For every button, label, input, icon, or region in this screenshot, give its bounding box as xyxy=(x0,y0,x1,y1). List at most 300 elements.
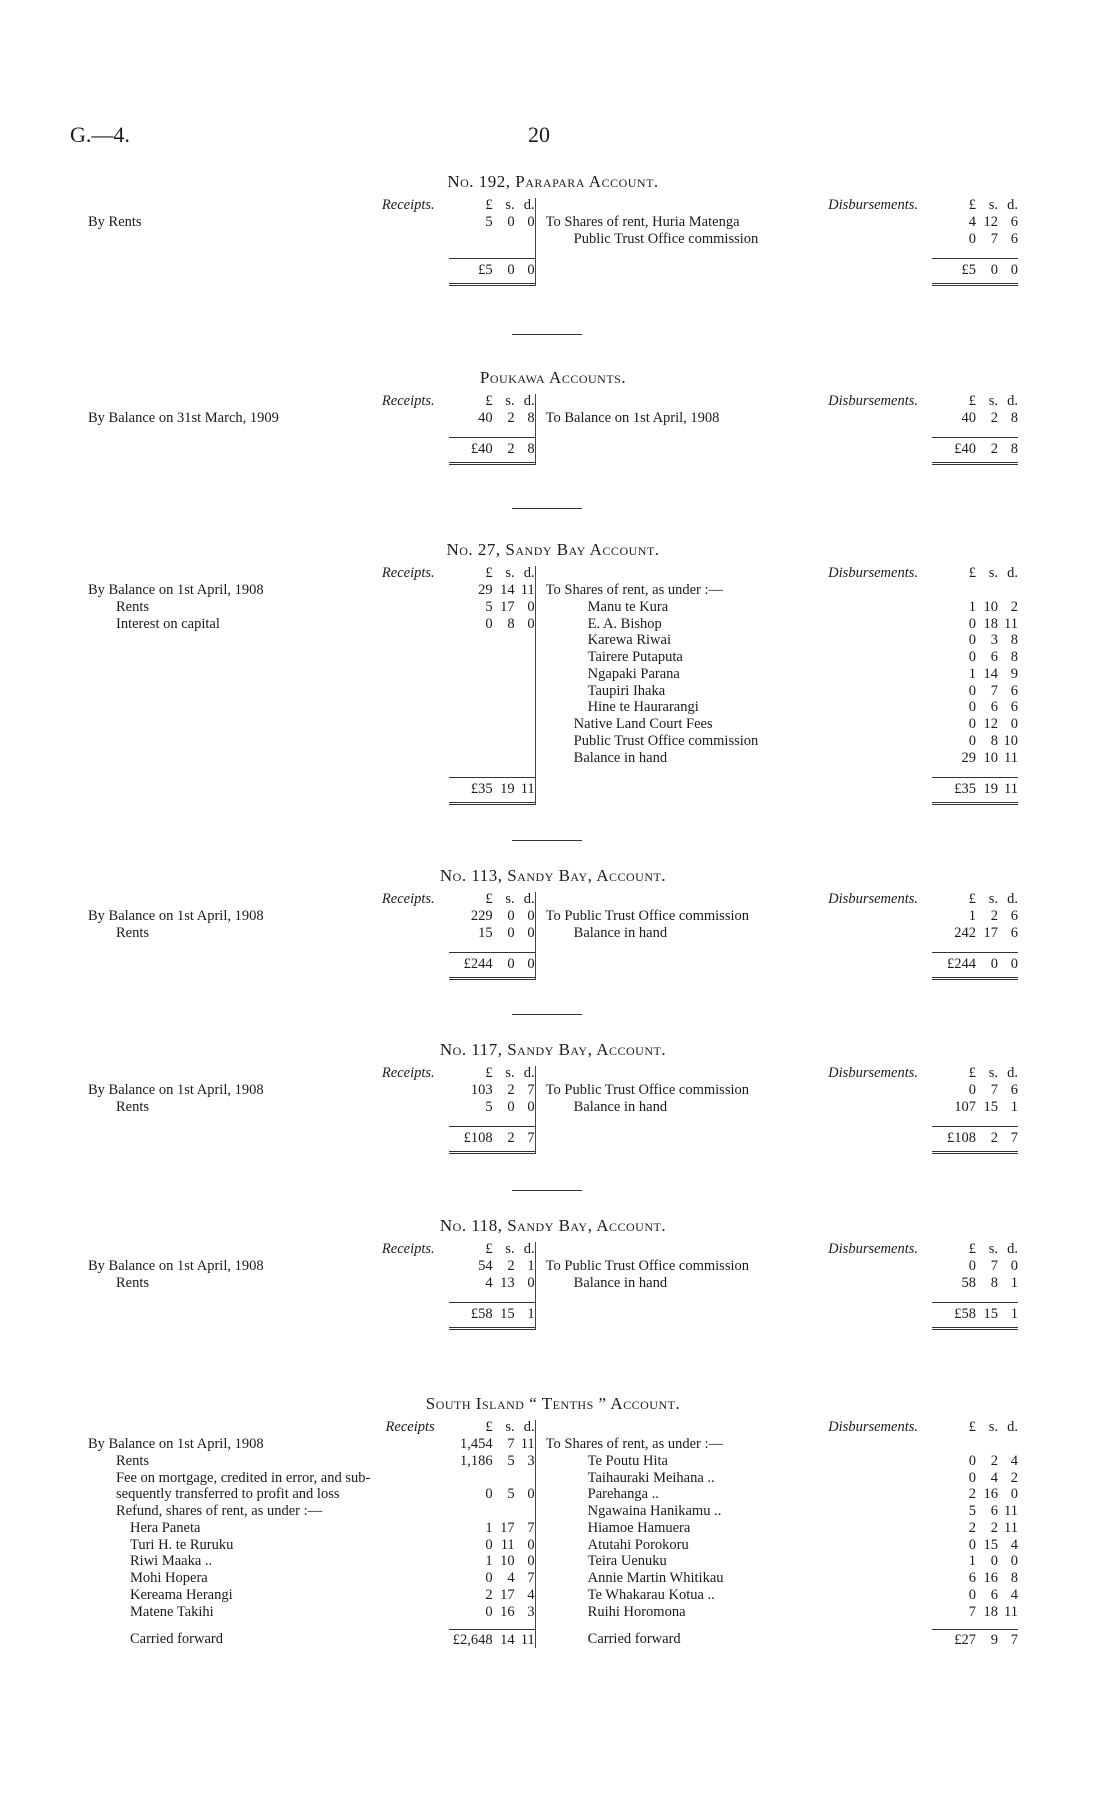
disbursements-total-row xyxy=(546,952,1018,980)
receipts-item-amount-d: 4 xyxy=(527,1587,535,1604)
disbursements-total-row xyxy=(546,1302,1018,1330)
disbursements-item-amount xyxy=(932,1537,1018,1554)
disbursements-item-amount xyxy=(932,214,1018,231)
disbursements-item-text: Balance in hand xyxy=(573,924,668,941)
receipts-item-amount-s: 4 xyxy=(507,1570,515,1587)
currency-l: £ xyxy=(485,891,493,907)
disbursements-row xyxy=(546,925,1018,942)
currency-s: s. xyxy=(505,891,515,907)
receipts-item-amount-s: 7 xyxy=(507,1435,515,1452)
disbursements-row xyxy=(546,1470,1018,1487)
disbursements-row xyxy=(546,1453,1018,1470)
account-number: No. 117, xyxy=(439,1040,503,1059)
disbursements-total-amount-d: 0 xyxy=(1010,955,1018,972)
currency-s: s. xyxy=(988,1241,998,1257)
receipts-item-text: Matene Takihi xyxy=(130,1603,214,1620)
currency-d: d. xyxy=(523,565,535,581)
receipts-item-amount-d: 0 xyxy=(527,1536,535,1553)
receipts-row xyxy=(88,1453,535,1470)
disbursements-item-amount-d: 1 xyxy=(1010,1098,1018,1115)
receipts-item-amount-s: 10 xyxy=(500,1553,515,1570)
disbursements-item-text: Karewa Riwai xyxy=(587,632,671,649)
receipts-total-amount-d: 0 xyxy=(527,955,535,972)
receipts-row xyxy=(88,1587,535,1604)
receipts-total xyxy=(88,767,535,805)
currency-header xyxy=(449,1241,535,1258)
disbursements-item-amount xyxy=(932,1570,1018,1587)
account-columns xyxy=(88,1242,1018,1292)
receipts-item-amount-s: 17 xyxy=(500,1519,515,1536)
disbursements-row xyxy=(546,599,1018,616)
currency-s: s. xyxy=(988,393,998,409)
disbursements-item-amount-d: 2 xyxy=(1010,1469,1018,1486)
carried-forward-amount xyxy=(449,1629,535,1649)
disbursements-column xyxy=(535,198,1018,248)
currency-header xyxy=(932,891,1018,908)
receipts-total-amount-d: 11 xyxy=(520,780,535,797)
disbursements-item-amount-d: 6 xyxy=(1010,682,1018,699)
receipts-header xyxy=(88,1242,535,1258)
receipts-item-amount xyxy=(449,214,535,231)
account-name: Sandy Bay Account. xyxy=(505,540,660,559)
account-columns xyxy=(88,1066,1018,1116)
receipts-item-amount-l: 229 xyxy=(470,907,493,924)
receipts-item-amount xyxy=(449,925,535,942)
disbursements-column xyxy=(535,1242,1018,1292)
disbursements-column xyxy=(535,1420,1018,1621)
receipts-item-amount xyxy=(449,1099,535,1116)
receipts-item-amount-l: 2 xyxy=(485,1587,493,1604)
account-totals xyxy=(88,942,1018,980)
carried-forward-label: Carried forward xyxy=(587,1630,681,1647)
receipts-total-row xyxy=(88,1126,535,1154)
account-section xyxy=(88,1040,1018,1154)
disbursements-item-text: Tairere Putaputa xyxy=(587,649,683,666)
receipts-total-amount-s: 19 xyxy=(500,780,515,797)
disbursements-item-amount-s: 16 xyxy=(983,1486,998,1503)
receipts-total-amount-l: £58 xyxy=(470,1305,493,1322)
disbursements-total xyxy=(535,427,1018,465)
disbursements-row xyxy=(546,616,1018,633)
disbursements-item-amount-l: 0 xyxy=(968,1081,976,1098)
receipts-item-text: By Balance on 31st March, 1909 xyxy=(88,409,279,426)
receipts-item-amount xyxy=(449,1553,535,1570)
receipts-item-text: Rents xyxy=(116,598,150,615)
disbursements-item-amount-s: 2 xyxy=(990,907,998,924)
disbursements-item-text: Atutahi Porokoru xyxy=(587,1536,689,1553)
receipts-column xyxy=(88,566,535,767)
receipts-item-amount-l: 0 xyxy=(485,1570,493,1587)
disbursements-total-amount-s: 2 xyxy=(990,440,998,457)
disbursements-total-amount-l: £108 xyxy=(947,1129,976,1146)
receipts-row xyxy=(88,582,535,599)
disbursements-item-amount-s: 2 xyxy=(990,1452,998,1469)
disbursements-header xyxy=(546,566,1018,582)
disbursements-item-text: Balance in hand xyxy=(573,1098,668,1115)
disbursements-item-amount-d: 11 xyxy=(1004,749,1018,766)
disbursements-item-amount-s: 0 xyxy=(990,1553,998,1570)
disbursements-item-amount-l: 0 xyxy=(968,615,976,632)
disbursements-item-amount-l: 0 xyxy=(968,682,976,699)
disbursements-item-amount xyxy=(932,1604,1018,1621)
disbursements-row xyxy=(546,1554,1018,1571)
disbursements-row xyxy=(546,410,1018,427)
disbursements-item-amount-l: 0 xyxy=(968,716,976,733)
account-name: Sandy Bay, Account. xyxy=(507,866,667,885)
receipts-item-amount-l: 4 xyxy=(485,1274,493,1291)
disbursements-item-amount-l: 0 xyxy=(968,699,976,716)
carried-forward-amount-d: 11 xyxy=(520,1632,535,1649)
receipts-item-text: Refund, shares of rent, as under :— xyxy=(116,1503,323,1520)
receipts-label: Receipts. xyxy=(381,891,435,907)
carried-forward-amount xyxy=(932,1629,1018,1649)
receipts-item-text: sequently transferred to profit and loss xyxy=(116,1486,340,1503)
receipts-total-amount-l: £35 xyxy=(470,780,493,797)
disbursements-item-amount-d: 4 xyxy=(1010,1587,1018,1604)
currency-s: s. xyxy=(988,891,998,907)
disbursements-item-text: Ngawaina Hanikamu .. xyxy=(587,1503,722,1520)
receipts-item-text: Interest on capital xyxy=(116,615,220,632)
carried-forward-label: Carried forward xyxy=(130,1630,223,1647)
disbursements-total-amount-l: £5 xyxy=(961,261,976,278)
disbursements-item-amount-d: 4 xyxy=(1010,1536,1018,1553)
disbursements-item-text: Te Poutu Hita xyxy=(587,1452,668,1469)
disbursements-total-amount xyxy=(932,437,1018,465)
account-totals xyxy=(88,1621,1018,1648)
disbursements-column xyxy=(535,394,1018,427)
disbursements-item-amount-s: 12 xyxy=(983,716,998,733)
receipts-item-amount xyxy=(449,1275,535,1292)
account-section xyxy=(88,1394,1018,1648)
receipts-item-amount xyxy=(449,1520,535,1537)
receipts-item-amount-l: 5 xyxy=(485,598,493,615)
disbursements-item-amount xyxy=(932,750,1018,767)
receipts-row xyxy=(88,925,535,942)
disbursements-item-amount-d: 2 xyxy=(1010,598,1018,615)
disbursements-item-amount-l: 1 xyxy=(968,598,976,615)
receipts-item-amount xyxy=(449,1258,535,1275)
disbursements-item-amount-s: 15 xyxy=(983,1536,998,1553)
account-totals xyxy=(88,1292,1018,1330)
carried-forward-amount-s: 9 xyxy=(990,1632,998,1649)
currency-l: £ xyxy=(968,891,976,907)
receipts-item-amount-l: 54 xyxy=(478,1257,493,1274)
currency-l: £ xyxy=(485,565,493,581)
disbursements-item-amount xyxy=(932,1553,1018,1570)
receipts-total-amount-d: 8 xyxy=(527,440,535,457)
currency-d: d. xyxy=(1007,565,1018,581)
receipts-header xyxy=(88,1066,535,1082)
currency-s: s. xyxy=(505,565,515,581)
currency-d: d. xyxy=(523,197,535,213)
disbursements-item-amount-s: 7 xyxy=(990,682,998,699)
disbursements-total-amount-s: 2 xyxy=(990,1129,998,1146)
disbursements-total-amount xyxy=(932,258,1018,286)
receipts-total-amount-d: 0 xyxy=(527,261,535,278)
disbursements-row xyxy=(546,750,1018,767)
disbursements-total-amount xyxy=(932,1126,1018,1154)
disbursements-item-amount-d: 6 xyxy=(1010,230,1018,247)
disbursements-total xyxy=(535,767,1018,805)
account-title xyxy=(88,172,1018,192)
disbursements-row xyxy=(546,666,1018,683)
currency-header xyxy=(449,393,535,410)
receipts-item-text: By Balance on 1st April, 1908 xyxy=(88,1257,264,1274)
disbursements-row xyxy=(546,1258,1018,1275)
account-totals xyxy=(88,248,1018,286)
receipts-total-row xyxy=(88,1302,535,1330)
disbursements-row xyxy=(546,1570,1018,1587)
disbursements-row xyxy=(546,908,1018,925)
disbursements-row xyxy=(546,649,1018,666)
currency-d: d. xyxy=(523,393,535,409)
receipts-item-amount-d: 7 xyxy=(527,1519,535,1536)
receipts-item-amount-s: 8 xyxy=(507,615,515,632)
receipts-item-amount-l: 5 xyxy=(485,1098,493,1115)
receipts-total-amount-l: £5 xyxy=(478,261,493,278)
disbursements-item-amount xyxy=(932,683,1018,700)
currency-d: d. xyxy=(523,1241,535,1257)
disbursements-total-amount xyxy=(932,777,1018,805)
disbursements-item-amount-d: 8 xyxy=(1010,632,1018,649)
disbursements-header xyxy=(546,1242,1018,1258)
disbursements-row xyxy=(546,1537,1018,1554)
account-name: Sandy Bay, Account. xyxy=(507,1040,667,1059)
receipts-item-amount-d: 11 xyxy=(520,1435,535,1452)
disbursements-total-row xyxy=(546,258,1018,286)
disbursements-item-amount xyxy=(932,1453,1018,1470)
receipts-column xyxy=(88,1420,535,1621)
receipts-item-amount xyxy=(449,1486,535,1503)
disbursements-item-amount-d: 4 xyxy=(1010,1452,1018,1469)
disbursements-total xyxy=(535,1292,1018,1330)
receipts-item-amount-s: 17 xyxy=(500,598,515,615)
disbursements-item-amount-d: 11 xyxy=(1004,1519,1018,1536)
receipts-total-amount-s: 15 xyxy=(500,1305,515,1322)
currency-l: £ xyxy=(968,197,976,213)
disbursements-item-text: To Public Trust Office commission xyxy=(545,907,749,924)
disbursements-header xyxy=(546,1420,1018,1436)
disbursements-row xyxy=(546,1486,1018,1503)
receipts-total-amount-s: 0 xyxy=(507,955,515,972)
disbursements-item-amount xyxy=(932,1099,1018,1116)
disbursements-item-amount-s: 14 xyxy=(983,665,998,682)
disbursements-item-amount xyxy=(932,666,1018,683)
account-number: No. 118, xyxy=(439,1216,503,1235)
disbursements-total-amount-l: £244 xyxy=(947,955,976,972)
disbursements-item-text: Hiamoe Hamuera xyxy=(587,1519,691,1536)
account-section xyxy=(88,866,1018,980)
disbursements-total xyxy=(535,248,1018,286)
receipts-total xyxy=(88,1116,535,1154)
disbursements-item-amount-s: 6 xyxy=(990,1587,998,1604)
disbursements-item-amount-s: 12 xyxy=(983,213,998,230)
disbursements-row xyxy=(546,700,1018,717)
account-title xyxy=(88,1394,1018,1414)
receipts-item-text: Hera Paneta xyxy=(130,1519,201,1536)
receipts-item-amount xyxy=(449,1604,535,1621)
receipts-label: Receipts. xyxy=(381,197,435,213)
disbursements-item-amount-d: 11 xyxy=(1004,615,1018,632)
disbursements-item-amount xyxy=(932,1520,1018,1537)
receipts-total-amount xyxy=(449,952,535,980)
receipts-header xyxy=(88,198,535,214)
disbursements-item-text: Hine te Haurarangi xyxy=(587,699,699,716)
carried-forward-amount-l: £27 xyxy=(954,1632,976,1649)
receipts-column xyxy=(88,892,535,942)
disbursements-item-amount xyxy=(932,649,1018,666)
receipts-item-amount-l: 29 xyxy=(478,581,493,598)
receipts-item-amount-d: 0 xyxy=(527,213,535,230)
disbursements-label: Disbursements. xyxy=(828,1419,918,1435)
carried-forward-amount-l: £2,648 xyxy=(452,1632,493,1649)
receipts-item-amount-d: 8 xyxy=(527,409,535,426)
receipts-item-amount-d: 0 xyxy=(527,907,535,924)
disbursements-item-amount xyxy=(932,716,1018,733)
receipts-item-amount-l: 0 xyxy=(485,615,493,632)
disbursements-item-amount-d: 6 xyxy=(1010,699,1018,716)
receipts-item-amount-l: 15 xyxy=(478,924,493,941)
disbursements-label: Disbursements. xyxy=(828,891,918,907)
disbursements-item-amount-d: 0 xyxy=(1010,716,1018,733)
disbursements-item-amount xyxy=(932,1082,1018,1099)
receipts-item-text: Fee on mortgage, credited in error, and sub- xyxy=(116,1469,371,1486)
currency-s: s. xyxy=(505,1419,515,1435)
disbursements-row xyxy=(546,214,1018,231)
currency-header xyxy=(932,197,1018,214)
disbursements-item-amount-s: 7 xyxy=(990,1257,998,1274)
carried-forward-amount-s: 14 xyxy=(500,1632,515,1649)
account-columns xyxy=(88,566,1018,767)
receipts-item-amount-d: 0 xyxy=(527,924,535,941)
disbursements-total-row xyxy=(546,777,1018,805)
receipts-header xyxy=(88,1420,535,1436)
receipts-total-row xyxy=(88,258,535,286)
receipts-item-amount-s: 17 xyxy=(500,1587,515,1604)
account-section xyxy=(88,172,1018,286)
receipts-item-amount xyxy=(449,599,535,616)
disbursements-total-amount-s: 19 xyxy=(983,780,998,797)
currency-s: s. xyxy=(988,1065,998,1081)
currency-l: £ xyxy=(485,393,493,409)
receipts-item-amount xyxy=(449,908,535,925)
disbursements-item-amount-s: 6 xyxy=(990,1503,998,1520)
currency-d: d. xyxy=(1007,1241,1018,1257)
disbursements-header xyxy=(546,198,1018,214)
receipts-item-amount-l: 0 xyxy=(485,1603,493,1620)
disbursements-item-amount-l: 0 xyxy=(968,649,976,666)
account-section xyxy=(88,1216,1018,1330)
account-totals xyxy=(88,767,1018,805)
disbursements-item-amount-l: 1 xyxy=(968,907,976,924)
disbursements-row xyxy=(546,1436,1018,1453)
receipts-row xyxy=(88,1082,535,1099)
receipts-item-amount-l: 40 xyxy=(478,409,493,426)
disbursements-item-amount-s: 10 xyxy=(983,598,998,615)
account-number: No. 27, xyxy=(446,540,501,559)
receipts-total-amount-d: 1 xyxy=(527,1305,535,1322)
receipts-item-text: Rents xyxy=(116,1098,150,1115)
disbursements-total-amount-d: 11 xyxy=(1004,780,1018,797)
disbursements-header xyxy=(546,394,1018,410)
disbursements-label: Disbursements. xyxy=(828,393,918,409)
disbursements-item-text: Native Land Court Fees xyxy=(573,716,713,733)
disbursements-item-amount-d: 6 xyxy=(1010,924,1018,941)
currency-header xyxy=(932,565,1018,582)
currency-header xyxy=(932,393,1018,410)
receipts-header xyxy=(88,892,535,908)
receipts-total xyxy=(88,942,535,980)
receipts-item-amount-d: 7 xyxy=(527,1570,535,1587)
receipts-label: Receipts. xyxy=(381,565,435,581)
page-reference: G.—4. xyxy=(70,122,130,147)
receipts-item-amount-d: 0 xyxy=(527,1098,535,1115)
disbursements-item-amount-l: 5 xyxy=(968,1503,976,1520)
disbursements-item-amount-l: 1 xyxy=(968,665,976,682)
disbursements-row xyxy=(546,716,1018,733)
receipts-item-text: Rents xyxy=(116,924,150,941)
disbursements-item-amount xyxy=(932,616,1018,633)
receipts-item-amount-s: 0 xyxy=(507,1098,515,1115)
disbursements-row xyxy=(546,1587,1018,1604)
receipts-row xyxy=(88,1099,535,1116)
currency-s: s. xyxy=(505,1065,515,1081)
disbursements-item-text: Parehanga .. xyxy=(587,1486,659,1503)
receipts-item-amount-d: 0 xyxy=(527,1553,535,1570)
account-totals xyxy=(88,427,1018,465)
receipts-item-amount-s: 16 xyxy=(500,1603,515,1620)
currency-header xyxy=(932,1241,1018,1258)
disbursements-item-amount-s: 2 xyxy=(990,1519,998,1536)
receipts-item-text: Turi H. te Ruruku xyxy=(130,1536,234,1553)
disbursements-item-text: To Shares of rent, Huria Matenga xyxy=(545,213,740,230)
receipts-item-amount-l: 1,186 xyxy=(460,1452,493,1469)
receipts-item-text: Rents xyxy=(116,1274,150,1291)
receipts-total-amount-l: £40 xyxy=(470,440,493,457)
receipts-item-amount-l: 0 xyxy=(485,1536,493,1553)
receipts-item-amount-l: 1,454 xyxy=(460,1435,493,1452)
receipts-row xyxy=(88,908,535,925)
receipts-row xyxy=(88,214,535,231)
disbursements-item-text: To Public Trust Office commission xyxy=(545,1081,749,1098)
currency-s: s. xyxy=(988,565,998,581)
disbursements-item-amount-l: 0 xyxy=(968,1536,976,1553)
currency-d: d. xyxy=(523,1065,535,1081)
disbursements-item-amount xyxy=(932,410,1018,427)
receipts-item-amount-d: 0 xyxy=(527,615,535,632)
disbursements-item-text: To Public Trust Office commission xyxy=(545,1257,749,1274)
disbursements-total-row xyxy=(546,437,1018,465)
receipts-total xyxy=(88,1292,535,1330)
disbursements-item-text: Ngapaki Parana xyxy=(587,665,680,682)
disbursements-item-amount-s: 4 xyxy=(990,1469,998,1486)
currency-d: d. xyxy=(1007,1065,1018,1081)
disbursements-item-amount-s: 6 xyxy=(990,699,998,716)
disbursements-column xyxy=(535,566,1018,767)
disbursements-row xyxy=(546,1604,1018,1621)
receipts-item-amount-s: 5 xyxy=(507,1486,515,1503)
disbursements-item-amount-l: 107 xyxy=(954,1098,976,1115)
currency-s: s. xyxy=(505,1241,515,1257)
receipts-row xyxy=(88,1275,535,1292)
receipts-item-amount-d: 3 xyxy=(527,1603,535,1620)
disbursements-item-amount-l: 4 xyxy=(968,213,976,230)
disbursements-row xyxy=(546,582,1018,599)
receipts-item-text: By Balance on 1st April, 1908 xyxy=(88,1435,264,1452)
account-title xyxy=(88,1040,1018,1060)
account-columns xyxy=(88,198,1018,248)
receipts-item-amount xyxy=(449,1453,535,1470)
